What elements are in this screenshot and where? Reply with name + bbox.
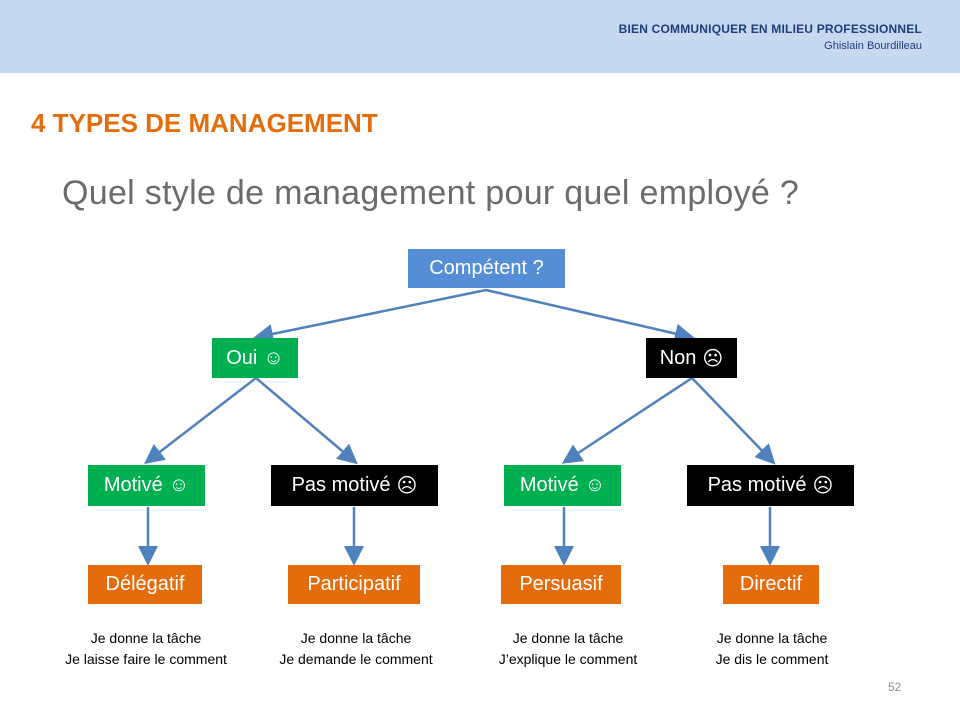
node-label: Pas motivé [707,474,807,496]
description-line: Je laisse faire le comment [65,651,227,667]
style-label: Participatif [307,573,401,595]
description-line: Je dis le comment [715,651,829,667]
description-line: J’explique le comment [498,651,638,667]
arrow-no-to-motivated [566,378,692,461]
smiley-face-icon: ☺ [584,474,606,496]
style-label: Persuasif [519,573,603,595]
frowning-face-icon: ☹ [812,475,834,497]
node-no-unmotivated [687,465,854,506]
smiley-face-icon: ☺ [168,474,190,496]
root-node-label: Compétent ? [429,257,544,279]
arrow-root-to-no [486,290,690,337]
arrow-yes-to-unmotivated [256,378,354,461]
node-yes-unmotivated [271,465,438,506]
arrow-yes-to-motivated [148,378,256,461]
style-delegatif [88,565,202,604]
node-label: Motivé [103,474,163,496]
description-participatif [256,628,456,670]
page-number: 52 [888,680,902,694]
node-yes-label: Oui [226,346,258,369]
style-persuasif [501,565,621,604]
description-line: Je donne la tâche [90,630,202,646]
description-line: Je donne la tâche [512,630,624,646]
node-label: Motivé [519,474,579,496]
description-delegatif [46,628,246,670]
node-label: Pas motivé [291,474,391,496]
description-directif [672,628,872,670]
style-label: Directif [739,573,803,595]
style-participatif [288,565,420,604]
description-persuasif [468,628,668,670]
node-no-label: Non [659,346,697,369]
root-node-competent [408,249,565,288]
node-yes-motivated [88,465,205,506]
description-line: Je donne la tâche [300,630,412,646]
node-no-motivated [504,465,621,506]
course-title: BIEN COMMUNIQUER EN MILIEU PROFESSIONNEL [618,22,922,36]
node-no [646,338,737,378]
frowning-face-icon: ☹ [702,347,724,370]
arrow-root-to-yes [258,290,486,337]
main-question: Quel style de management pour quel employé ? [62,174,800,212]
description-line: Je demande le comment [279,651,433,667]
style-label: Délégatif [105,573,185,595]
node-yes [212,338,298,378]
author-name: Ghislain Bourdilleau [824,40,922,52]
smiley-face-icon: ☺ [263,346,284,369]
section-title: 4 TYPES DE MANAGEMENT [31,108,378,138]
description-line: Je donne la tâche [716,630,828,646]
style-directif [723,565,819,604]
arrow-no-to-unmotivated [692,378,772,461]
frowning-face-icon: ☹ [396,475,418,497]
